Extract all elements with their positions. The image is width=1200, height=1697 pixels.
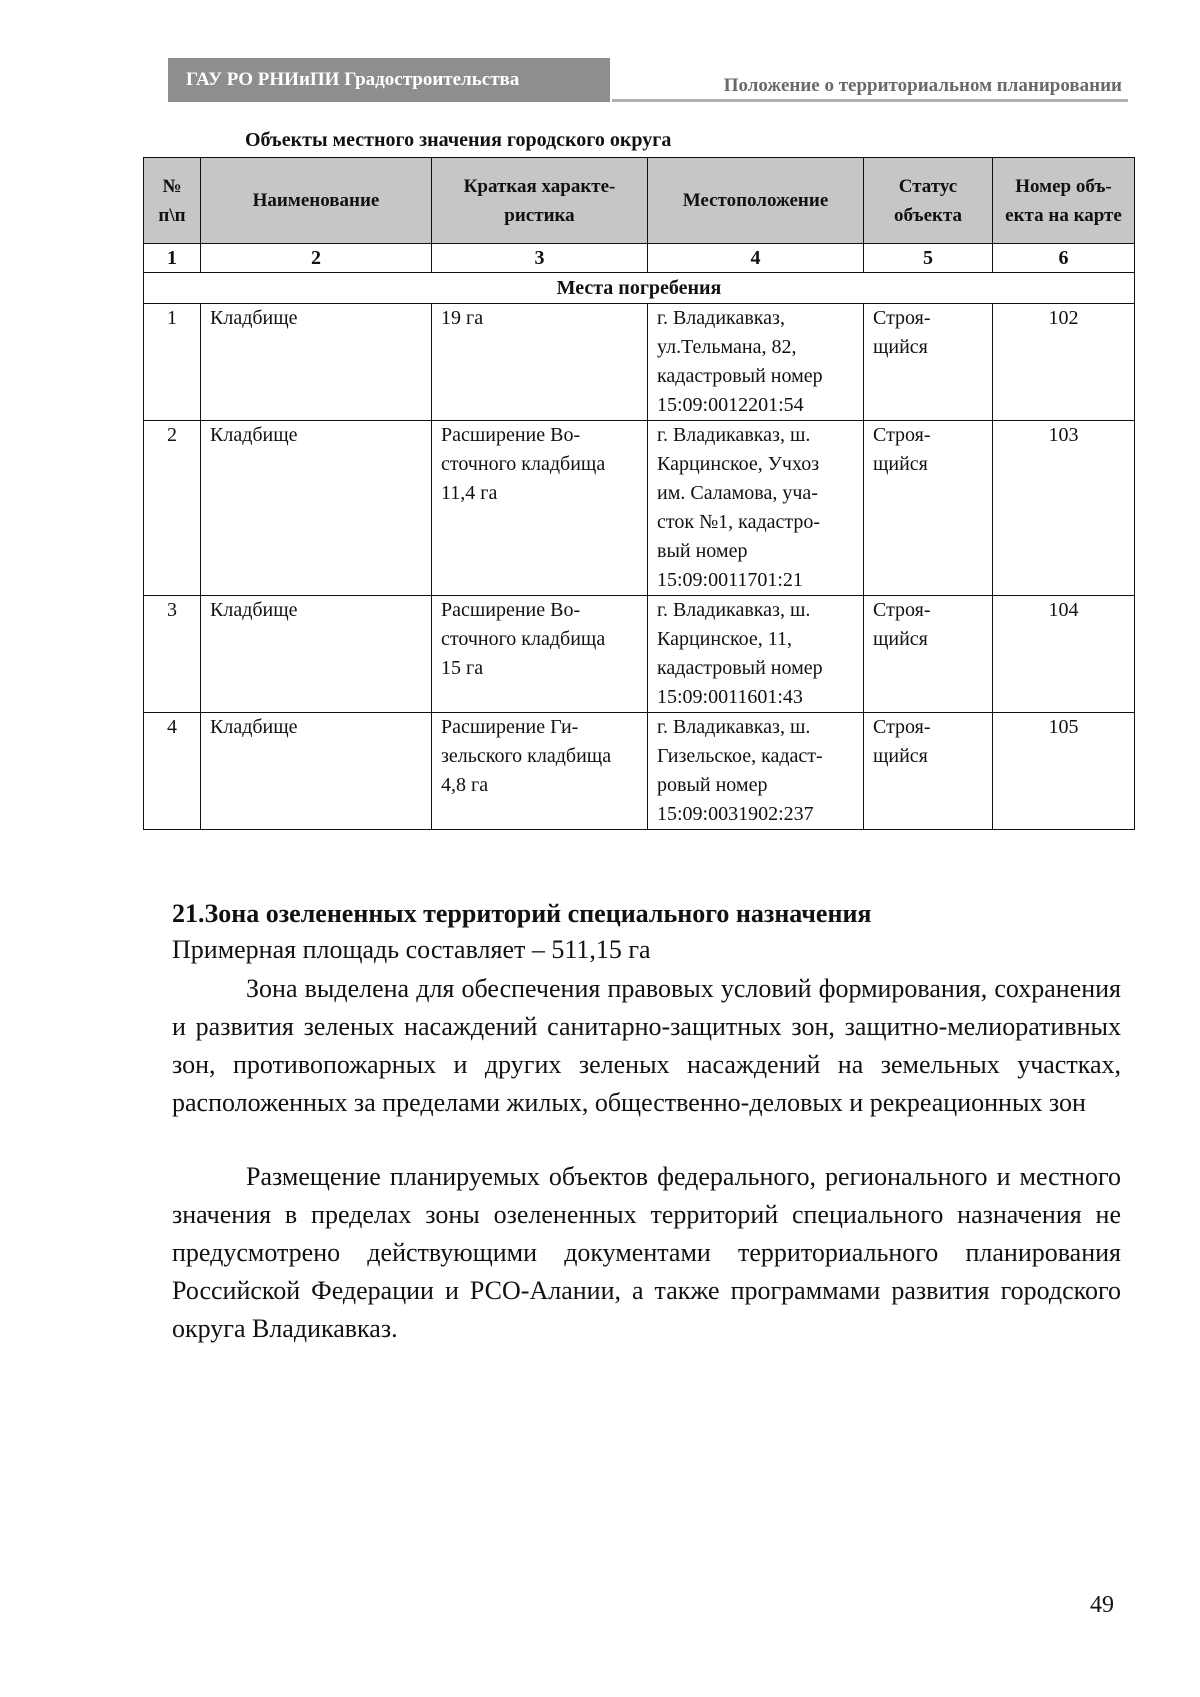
column-header: Наименование	[201, 158, 432, 244]
paragraph-purpose: Зона выделена для обеспечения правовых условий формирования, сохранения и развития зеленых насаждений санитарно-защитных зон, защитно-мелиоративных зон, противопожарных и других зеленых насаждений на земельных участках, расположенных за пределами жилых, общественно-деловых и рекреационных зон	[172, 974, 1121, 1117]
object-description: Расширение Ги- зельского кладбища 4,8 га	[432, 713, 648, 830]
object-status: Строя- щийся	[864, 304, 993, 421]
object-name: Кладбище	[201, 713, 432, 830]
object-location: г. Владикавказ, ул.Тельмана, 82, кадастровый номер 15:09:0012201:54	[648, 304, 864, 421]
header-organization: ГАУ РО РНИиПИ Градостроительства	[168, 58, 610, 102]
row-number: 1	[144, 304, 201, 421]
column-number-row	[144, 244, 1135, 273]
map-number: 104	[993, 596, 1135, 713]
object-name: Кладбище	[201, 596, 432, 713]
object-location: г. Владикавказ, ш. Карцинское, Учхоз им. Саламова, уча- сток №1, кадастро- вый номер 15:09:0011701:21	[648, 421, 864, 596]
page-number: 49	[1090, 1592, 1114, 1618]
object-status: Строя- щийся	[864, 596, 993, 713]
column-number: 4	[648, 244, 864, 273]
map-number: 102	[993, 304, 1135, 421]
section-title: Места погребения	[144, 273, 1135, 304]
table-row	[144, 596, 1135, 713]
object-location: г. Владикавказ, ш. Карцинское, 11, кадастровый номер 15:09:0011601:43	[648, 596, 864, 713]
section-row	[144, 273, 1135, 304]
object-status: Строя- щийся	[864, 713, 993, 830]
objects-table	[143, 157, 1135, 830]
column-number: 6	[993, 244, 1135, 273]
table-header-row	[144, 158, 1135, 244]
column-number: 5	[864, 244, 993, 273]
area-statement: Примерная площадь составляет – 511,15 га	[172, 935, 651, 964]
column-header: № п\п	[144, 158, 201, 244]
column-header: Краткая характе-ристика	[432, 158, 648, 244]
table-row	[144, 304, 1135, 421]
object-location: г. Владикавказ, ш. Гизельское, кадаст- ровый номер 15:09:0031902:237	[648, 713, 864, 830]
column-number: 1	[144, 244, 201, 273]
table-row	[144, 421, 1135, 596]
column-number: 2	[201, 244, 432, 273]
table-caption: Объекты местного значения городского округа	[245, 129, 672, 151]
object-description: Расширение Во- сточного кладбища 11,4 га	[432, 421, 648, 596]
map-number: 105	[993, 713, 1135, 830]
table-row	[144, 713, 1135, 830]
object-name: Кладбище	[201, 304, 432, 421]
section-heading: 21.Зона озелененных территорий специального назначения	[172, 899, 872, 928]
object-description: Расширение Во- сточного кладбища 15 га	[432, 596, 648, 713]
header-document-title: Положение о территориальном планировании	[612, 70, 1128, 102]
object-status: Строя- щийся	[864, 421, 993, 596]
column-header: Местоположение	[648, 158, 864, 244]
column-header: Статус объекта	[864, 158, 993, 244]
object-description: 19 га	[432, 304, 648, 421]
column-number: 3	[432, 244, 648, 273]
column-header: Номер объ-екта на карте	[993, 158, 1135, 244]
row-number: 4	[144, 713, 201, 830]
row-number: 2	[144, 421, 201, 596]
map-number: 103	[993, 421, 1135, 596]
paragraph-placement: Размещение планируемых объектов федерального, регионального и местного значения в пределах зоны озелененных территорий специального назначения не предусмотрено действующими документами территориального планирования Российской Федерации и РСО-Алании, а также программами развития городского округа Владикавказ.	[172, 1162, 1121, 1343]
object-name: Кладбище	[201, 421, 432, 596]
row-number: 3	[144, 596, 201, 713]
